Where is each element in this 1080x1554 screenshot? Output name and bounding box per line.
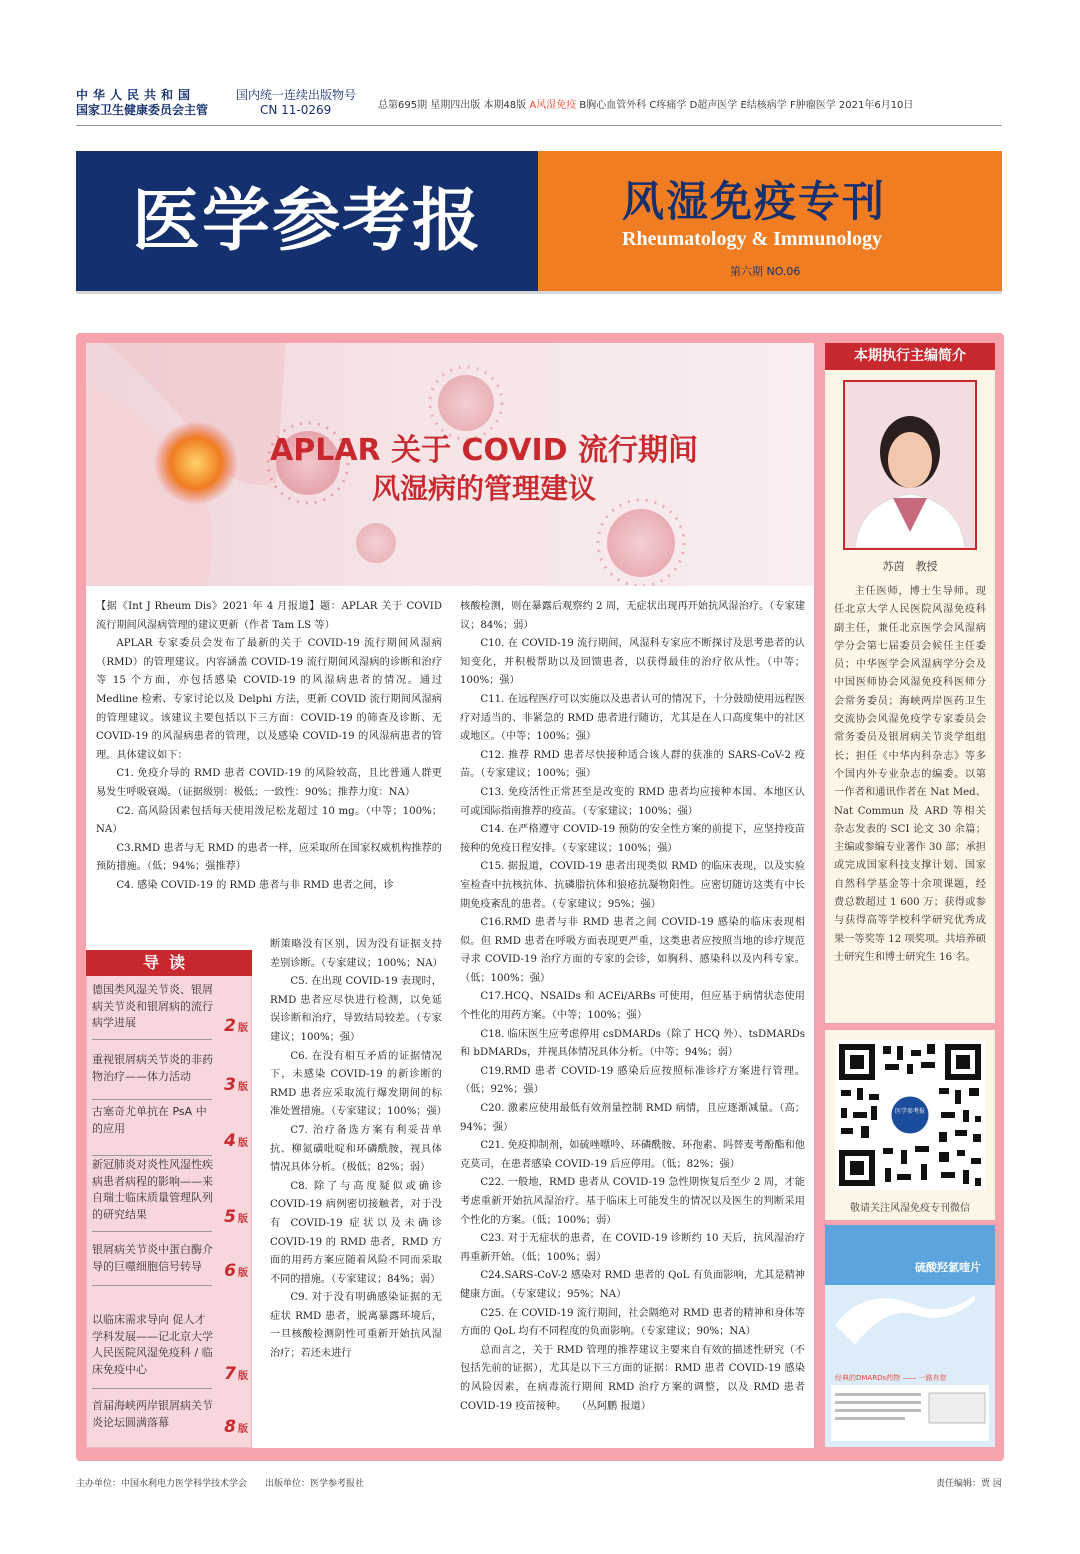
serial-line-2: CN 11-0269 — [260, 103, 332, 117]
hero-banner — [86, 343, 814, 586]
guide-divider — [92, 1388, 212, 1389]
article-paragraph: 总而言之，关于 RMD 管理的推荐建议主要来自有效的描述性研究（不包括先前的证据），尤其是以下三方面的证据：RMD 患者 COVID-19 感染的风险因素，在病毒流行期间 RMD 治疗方案的调整，以及 RMD 患者 COVID-19 疫苗接种。 （丛阿鹏 报道） — [460, 1344, 805, 1412]
page-number: 2 — [224, 1015, 236, 1036]
article-paragraph: C24.SARS-CoV-2 感染对 RMD 患者的 QoL 有负面影响，尤其是精神健康方面。（专家建议；95%；NA） — [460, 1270, 805, 1300]
editor-bio: 主任医师，博士生导师。现任北京大学人民医院风湿免疫科副主任，兼任北京医学会风湿病学分会第七届委员会候任主任委员；中华医学会风湿病学分会及中国医师协会风湿免疫科医师分会常务委员；海峡两岸医药卫生交流协会风湿免疫学专家委员会常务委员及银屑病关节炎学组组长；担任《中华内科杂志》等多个国内外专业杂志的编委。以第一作者和通讯作者在 Nat Med、Nat Commun 及 ARD 等相关杂志发表的 SCI 论文 30 余篇；主编或参编专业著作 30 部；承担或完成国家科技支撑计划、国家自然科学基金等十余项课题，经费总数超过 1 600 万；获得或参与获得高等学校科学研究优秀成果一等奖等 12 项奖项。共培养硕士研究生和博士研究生 16 名。 — [834, 586, 986, 963]
article-paragraph: C12. 推荐 RMD 患者尽快接种适合该人群的获准的 SARS-CoV-2 疫苗。（专家建议；100%；强） — [460, 749, 805, 780]
article-paragraph: C5. 在出现 COVID-19 表现时，RMD 患者应尽快进行检测，以免延误诊断和治疗，导致结局较差。（专家建议；100%；强） — [270, 976, 442, 1043]
article-paragraph: APLAR 专家委员会发布了最新的关于 COVID-19 流行期间风湿病（RMD）的管理建议。内容涵盖 COVID-19 流行期间风湿病的诊断和治疗等 15 个方面，亦包括感染 COVID-19 的风湿病患者的情况。通过 Medline 检索、专家讨论以及 Delphi 方法，更新 COVID 流行期间风湿病的管理建议。该建议主要包括以下三方面：COVID-19 的筛查及诊断、无 COVID-19 的风湿病患者的管理，以及感染 COVID-19 的风湿病患者的管理。具体建议如下： — [96, 638, 442, 761]
article-paragraph: C19.RMD 患者 COVID-19 感染后应按照标准诊疗方案进行管理。（低；92%；强） — [460, 1065, 805, 1096]
article-paragraph: 断策略没有区别，因为没有证据支持差别诊断。（专家建议；100%；NA） — [270, 939, 443, 969]
article-paragraph: C22. 一般地，RMD 患者从 COVID-19 急性期恢复后至少 2 周，才能考虑重新开始抗风湿治疗。基于临床上可能发生的情况以及医生的判断采用个性化的方案。（低；100%；弱） — [460, 1177, 805, 1226]
publisher-org — [76, 88, 208, 118]
guide-item-text: 新冠肺炎对炎性风湿性疾病患者病程的影响——来自瑞士临床质量管理队列的研究结果 — [92, 1158, 213, 1221]
qr-caption: 敬请关注风湿免疫专刊微信 — [850, 1203, 970, 1214]
guide-item[interactable] — [92, 1242, 248, 1286]
qr-code-icon — [835, 1040, 985, 1190]
guide-item[interactable] — [92, 1312, 248, 1389]
article-paragraph: C2. 高风险因素包括每天使用泼尼松龙超过 10 mg。（中等；100%；NA） — [96, 805, 442, 836]
page-number: 6 — [224, 1261, 236, 1281]
guide-item[interactable] — [92, 1052, 248, 1100]
ad-product-name: 硫酸羟氯喹片 — [915, 1261, 981, 1274]
section-title-cn: 风湿免疫专刊 — [622, 177, 887, 226]
article-paragraph: C21. 免疫抑制剂，如硫唑嘌呤、环磷酰胺、环孢素、吗替麦考酚酯和他克莫司，在患者感染 COVID-19 后应停用。（低；82%；强） — [460, 1140, 805, 1170]
article-column-1 — [96, 598, 442, 896]
drug-advertisement[interactable] — [825, 1225, 995, 1447]
guide-divider — [92, 1231, 212, 1232]
guide-item-text: 德国类风湿关节炎、银屑病关节炎和银屑病的流行病学进展 — [92, 983, 213, 1029]
page-suffix: 版 — [238, 1082, 248, 1093]
guide-item[interactable] — [92, 1398, 248, 1439]
serial-number — [236, 88, 356, 118]
article-title-line-1: APLAR 关于 COVID 流行期间 — [270, 433, 698, 468]
article-paragraph: C23. 对于无症状的患者，在 COVID-19 诊断约 10 天后，抗风湿治疗再重新开始。（低；100%；弱） — [460, 1233, 805, 1263]
issue-number: 第六期 NO.06 — [730, 265, 801, 278]
guide-item-text: 银屑病关节炎中蛋白酶介导的巨噬细胞信号转导 — [92, 1243, 213, 1273]
article-paragraph: C1. 免疫介导的 RMD 患者 COVID-19 的风险较高，且比普通人群更易发生呼吸衰竭。（证据级别：极低；一致性：90%；推荐力度：NA） — [96, 768, 442, 798]
article-paragraph: C17.HCQ、NSAIDs 和 ACEi/ARBs 可使用，但应基于病情状态使用个性化的用药方案。（中等；100%；强） — [460, 991, 805, 1022]
issue-info — [378, 96, 913, 111]
ad-slogan: 经典的DMARDs药物 —— 一路有您 — [835, 1374, 947, 1382]
guide-item[interactable] — [92, 1104, 248, 1156]
org-line-2: 国家卫生健康委员会主管 — [76, 103, 209, 117]
article-paragraph: C4. 感染 COVID-19 的 RMD 患者与非 RMD 患者之间，诊 — [116, 879, 394, 891]
footer-publisher: 主办单位：中国水利电力医学科学技术学会 出版单位：医学参考报社 — [76, 1479, 365, 1489]
article-paragraph: C25. 在 COVID-19 流行期间，社会隔绝对 RMD 患者的精神和身体等方面的 QoL 均有不同程度的负面影响。（专家建议；90%；NA） — [460, 1307, 805, 1338]
page-suffix: 版 — [238, 1022, 248, 1034]
editor-photo — [843, 380, 977, 550]
portrait-icon — [845, 382, 975, 548]
guide-item-text: 古塞奇尤单抗在 PsA 中的应用 — [92, 1105, 207, 1135]
article-paragraph: C6. 在没有相互矛盾的证据情况下，未感染 COVID-19 的新诊断的 RMD 患者应采取流行爆发期间的标准处置措施。（专家建议；100%；强） — [270, 1050, 447, 1118]
qr-center-label: 医学参考报 — [894, 1108, 925, 1115]
article-paragraph: 核酸检测，则在暴露后观察约 2 周，无症状出现再开始抗风湿治疗。（专家建议；84%；弱） — [460, 601, 805, 631]
article-paragraph: C9. 对于没有明确感染证据的无症状 RMD 患者，脱离暴露环境后，一旦核酸检测阴性可重新开始抗风湿治疗；若还未进行 — [270, 1292, 442, 1360]
page-number: 5 — [224, 1207, 236, 1227]
page-number: 4 — [224, 1131, 236, 1151]
wechat-qr-code[interactable] — [835, 1040, 985, 1190]
article-column-2 — [460, 598, 805, 1416]
editor-name: 苏茵 教授 — [882, 560, 938, 573]
page-number: 7 — [224, 1364, 236, 1384]
article-paragraph: C20. 激素应使用最低有效剂量控制 RMD 病情，且应逐渐减量。（高；94%；强） — [460, 1103, 805, 1133]
article-column-1b — [270, 936, 447, 1364]
serial-line-1: 国内统一连续出版物号 — [236, 88, 357, 102]
newspaper-title: 医学参考报 — [131, 181, 482, 261]
article-paragraph: C18. 临床医生应考虑停用 csDMARDs（除了 HCQ 外）、tsDMARDs 和 bDMARDs，并视具体情况具体分析。（中等；94%；弱） — [460, 1028, 805, 1059]
guide-item[interactable] — [92, 982, 248, 1040]
guide-divider — [92, 1039, 212, 1040]
editor-heading: 本期执行主编简介 — [825, 343, 995, 370]
org-line-1: 中华人民共和国 — [76, 88, 196, 102]
article-paragraph: C16.RMD 患者与非 RMD 患者之间 COVID-19 感染的临床表现相似。但 RMD 患者在呼吸方面表现更严重，这类患者应按照当地的诊疗规范寻求 COVID-19 治疗方面的专家的会诊，如胸科、感染科以及内科专家。（低；100%；强） — [460, 917, 805, 984]
page-suffix: 版 — [238, 1214, 248, 1225]
article-paragraph: C3.RMD 患者与无 RMD 的患者一样，应采取所在国家权威机构推荐的预防措施。（低；94%；强推荐） — [96, 842, 442, 873]
issue-info-highlight: A风湿免疫 — [529, 100, 577, 111]
section-title-en: Rheumatology & Immunology — [622, 228, 883, 250]
guide-heading: 导读 — [86, 950, 252, 976]
page-suffix: 版 — [238, 1138, 248, 1149]
issue-info-a: 总第695期 星期四出版 本期48版 — [378, 100, 530, 111]
masthead-right — [538, 151, 1002, 291]
virus-icon — [598, 500, 684, 586]
article-paragraph: C15. 据报道，COVID-19 患者出现类似 RMD 的临床表现，以及实验室检查中抗核抗体、抗磷脂抗体和狼疮抗凝物阳性。应密切随访这类有中长期免疫紊乱的患者。（专家建议；95%；强） — [460, 861, 805, 910]
guide-divider — [92, 1099, 212, 1100]
article-paragraph: C10. 在 COVID-19 流行期间，风湿科专家应不断探讨及思考患者的认知变化，并积极帮助以及回馈患者，以获得最佳的治疗依从性。（中等；100%；强） — [460, 638, 805, 687]
page-suffix: 版 — [238, 1268, 248, 1279]
footer-editor: 责任编辑：贾 园 — [936, 1479, 1002, 1489]
guide-item-text: 重视银屑病关节炎的非药物治疗——体力活动 — [92, 1053, 213, 1083]
guide-divider — [92, 1285, 212, 1286]
article-paragraph: C11. 在远程医疗可以实施以及患者认可的情况下，十分鼓励使用远程医疗对适当的、非紧急的 RMD 患者进行随访，尤其是在人口高度集中的社区或地区。（中等；100%；强） — [460, 693, 805, 743]
guide-divider — [92, 1155, 212, 1156]
header-divider — [76, 125, 1002, 126]
masthead-left — [76, 151, 538, 291]
article-lead: 【据《Int J Rheum Dis》2021 年 4 月报道】题：APLAR 关于 COVID 流行期间风湿病管理的建议更新（作者 Tam LS 等） — [96, 601, 442, 631]
article-paragraph: C7. 治疗备选方案有利妥昔单抗、柳氮磺吡啶和环磷酰胺，视具体情况具体分析。（极低；82%；弱） — [270, 1124, 442, 1174]
issue-info-b: B胸心血管外科 C疼痛学 D超声医学 E结核病学 F肿瘤医学 2021年6月10日 — [576, 100, 914, 111]
article-paragraph: C13. 免疫活性正常甚至是改变的 RMD 患者均应接种本国、本地区认可或国际指南推荐的疫苗。（专家建议；100%；强） — [460, 786, 805, 817]
guide-item-text: 首届海峡两岸银屑病关节炎论坛圆满落幕 — [92, 1399, 213, 1429]
page-suffix: 版 — [238, 1424, 248, 1435]
page-number: 3 — [224, 1075, 236, 1095]
virus-icon — [356, 523, 396, 563]
article-paragraph: C14. 在严格遵守 COVID-19 预防的安全性方案的前提下，应坚持疫苗接种的免疫日程安排。（专家建议；100%；强） — [460, 824, 805, 854]
masthead-shadow — [76, 291, 1002, 294]
page-suffix: 版 — [238, 1371, 248, 1382]
guide-item[interactable] — [92, 1157, 248, 1232]
inflamed-joint-icon — [154, 421, 238, 505]
article-paragraph: C8. 除了与高度疑似或确诊 COVID-19 病例密切接触者，对于没有 COVID-19 症状以及未确诊 COVID-19 的 RMD 患者，RMD 方面的用药方案应随着风险不同而采取不同的措施。（专家建议；84%；弱） — [270, 1180, 442, 1285]
page-number: 8 — [224, 1417, 236, 1437]
article-title-line-2: 风湿病的管理建议 — [371, 472, 596, 505]
guide-item-text: 以临床需求导向 促人才学科发展——记北京大学人民医院风湿免疫科 / 临床免疫中心 — [92, 1313, 213, 1376]
